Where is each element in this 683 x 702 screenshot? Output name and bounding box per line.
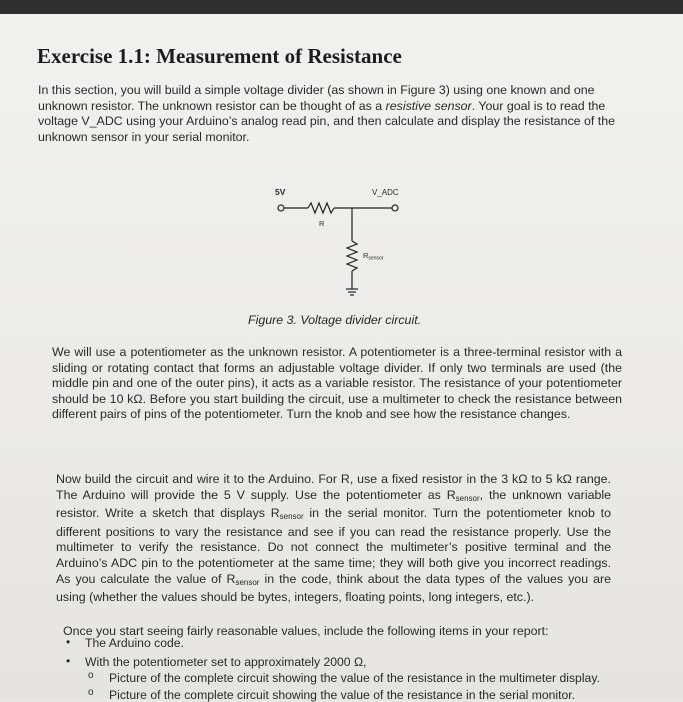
intro-emphasis: resistive sensor	[385, 98, 472, 113]
intro-text-start: In this section, you will build a simple voltage divider (as shown in Figure 3) using one known and one unknown resistor. The unknown resistor can be thought of as a	[38, 83, 595, 113]
supply-label: 5V	[275, 187, 286, 197]
report-subitem: Picture of the complete circuit showing the value of the resistance in the serial monitor.	[109, 688, 576, 702]
voltage-divider-circuit-diagram	[268, 186, 428, 311]
bullet-icon: •	[66, 635, 71, 649]
intro-text-end: . Your goal is to read the voltage V_ADC using your Arduino’s analog read pin, and then calculate and display the resistance of the unknown sensor in your serial monitor.	[38, 98, 615, 144]
output-terminal-icon	[392, 205, 398, 211]
supply-terminal-icon	[278, 205, 284, 211]
potentiometer-paragraph: We will use a potentiometer as the unknown resistor. A potentiometer is a three-terminal resistor with a sliding or rotating contact that forms an adjustable voltage divider. If only two terminals are used (the middle pin and one of the outer pins), it acts as a variable resistor. The resistance of your potentiometer should be 10 kΩ. Before you start building the circuit, use a multimeter to check the resistance between different pairs of pins of the potentiometer. Turn the knob and see how the resistance changes.	[52, 345, 622, 422]
report-item: With the potentiometer set to approximately 2000 Ω,	[85, 655, 367, 669]
document-page	[0, 14, 683, 700]
build-text-b: , the unknown variable resistor. Write a sketch that displays R	[56, 487, 611, 521]
resistor-label: R	[319, 219, 325, 228]
sensor-resistor-icon	[347, 241, 357, 271]
sensor-label-sub: sensor	[368, 255, 384, 262]
sub-bullet-icon: o	[88, 687, 94, 698]
build-text-a: Now build the circuit and wire it to the Arduino. For R, use a fixed resistor in the 3 kΩ to 5 kΩ range. The Arduino will provide the 5 V supply. Use the potentiometer as R	[56, 472, 611, 502]
sensor-label-main: R	[363, 251, 369, 260]
output-label: V_ADC	[372, 188, 399, 197]
sensor-label	[363, 251, 384, 262]
figure-caption: Figure 3. Voltage divider circuit.	[248, 313, 422, 327]
subscript-sensor-1: sensor	[455, 493, 480, 503]
report-subitem: Picture of the complete circuit showing the value of the resistance in the multimeter display.	[109, 671, 600, 685]
report-item: The Arduino code.	[85, 636, 184, 650]
build-circuit-paragraph	[56, 472, 611, 606]
bullet-icon: •	[66, 654, 71, 668]
intro-paragraph	[38, 83, 640, 145]
top-edge-bar	[0, 0, 683, 14]
resistor-icon	[308, 203, 334, 213]
subscript-sensor-2: sensor	[279, 512, 304, 522]
build-text-d: in the code, think about the data types of the values you are using (whether the values should be bytes, integers, floating points, long integers, etc.).	[56, 571, 611, 605]
page-title: Exercise 1.1: Measurement of Resistance	[37, 44, 402, 68]
subscript-sensor-3: sensor	[235, 577, 260, 587]
sub-bullet-icon: o	[88, 670, 94, 681]
report-intro: Once you start seeing fairly reasonable values, include the following items in your report:	[63, 624, 549, 638]
build-text-c: in the serial monitor. Turn the potentiometer knob to different positions to vary the resistance and see if you can read the resistance properly. Use the multimeter to verify the resistance. Do not connect the multimeter’s positive terminal and the Arduino’s ADC pin to the potentiometer at the same time; they will both give you incorrect readings. As you calculate the value of R	[56, 506, 611, 586]
